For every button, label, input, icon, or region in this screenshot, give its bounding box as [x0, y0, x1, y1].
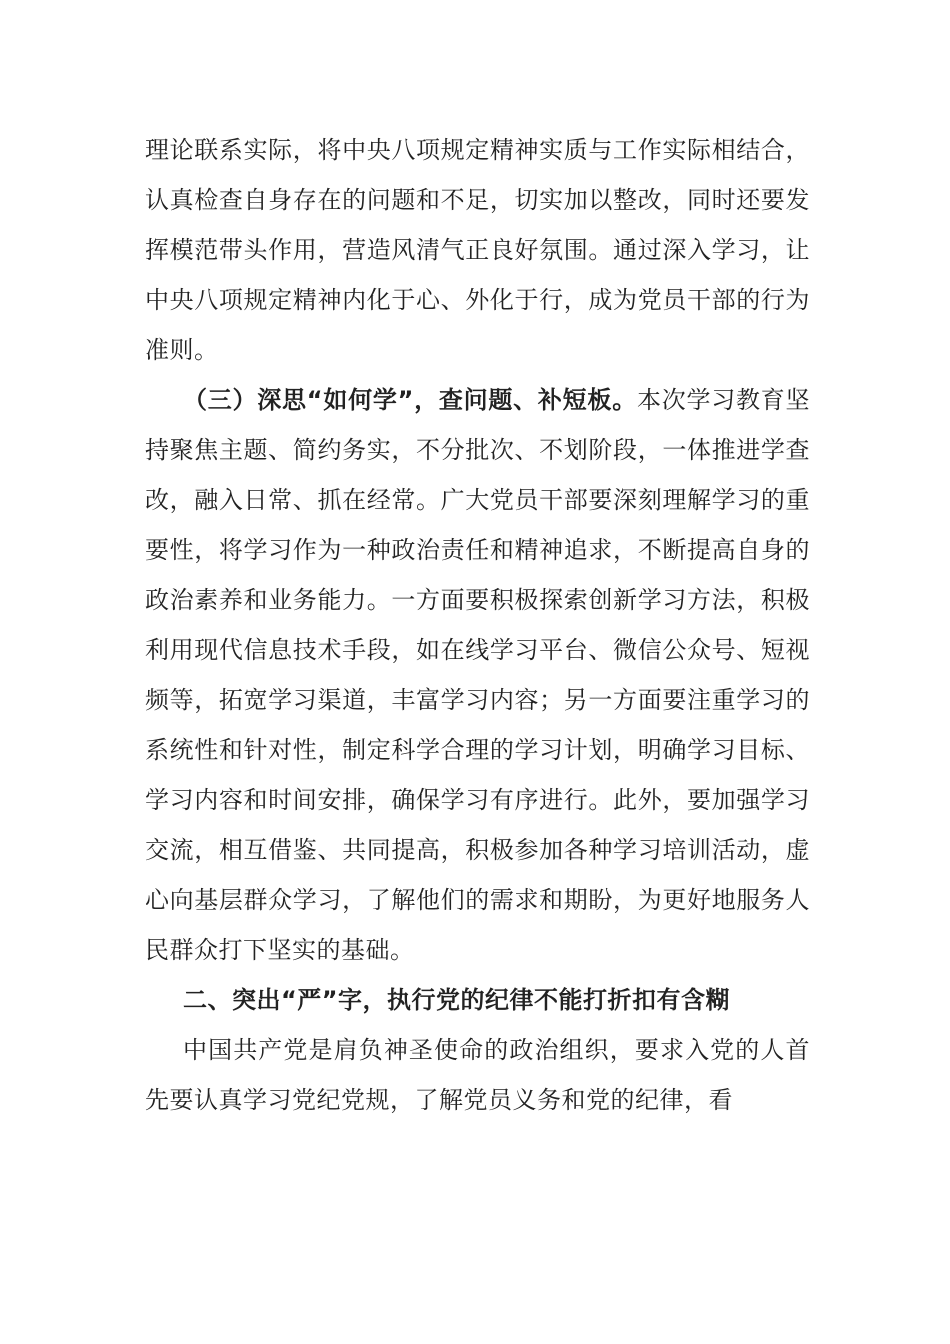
document-body [145, 125, 810, 1125]
paragraph-text: 本次学习教育坚持聚焦主题、简约务实，不分批次、不划阶段，一体推进学查改，融入日常、抓在经常。广大党员干部要深刻理解学习的重要性，将学习作为一种政治责任和精神追求，不断提高自身的政治素养和业务能力。一方面要积极探索创新学习方法，积极利用现代信息技术手段，如在线学习平台、微信公众号、短视频等，拓宽学习渠道，丰富学习内容；另一方面要注重学习的系统性和针对性，制定科学合理的学习计划，明确学习目标、学习内容和时间安排，确保学习有序进行。此外，要加强学习交流，相互借鉴、共同提高，积极参加各种学习培训活动，虚心向基层群众学习，了解他们的需求和期盼，为更好地服务人民群众打下坚实的基础。 [145, 386, 811, 964]
paragraph-section-three [145, 375, 810, 975]
paragraph-section-two-body [145, 1025, 810, 1125]
paragraph-continued [145, 125, 810, 375]
section-two-heading [145, 975, 810, 1025]
heading-text: 二、突出“严”字，执行党的纪律不能打折扣有含糊 [183, 986, 731, 1014]
paragraph-text: 理论联系实际，将中央八项规定精神实质与工作实际相结合，认真检查自身存在的问题和不足，切实加以整改，同时还要发挥模范带头作用，营造风清气正良好氛围。通过深入学习，让中央八项规定精神内化于心、外化于行，成为党员干部的行为准则。 [145, 136, 810, 364]
paragraph-text: 中国共产党是肩负神圣使命的政治组织，要求入党的人首先要认真学习党纪党规，了解党员义务和党的纪律，看 [145, 1036, 810, 1114]
section-three-lead-heading: （三）深思“如何学”，查问题、补短板。 [183, 386, 637, 414]
